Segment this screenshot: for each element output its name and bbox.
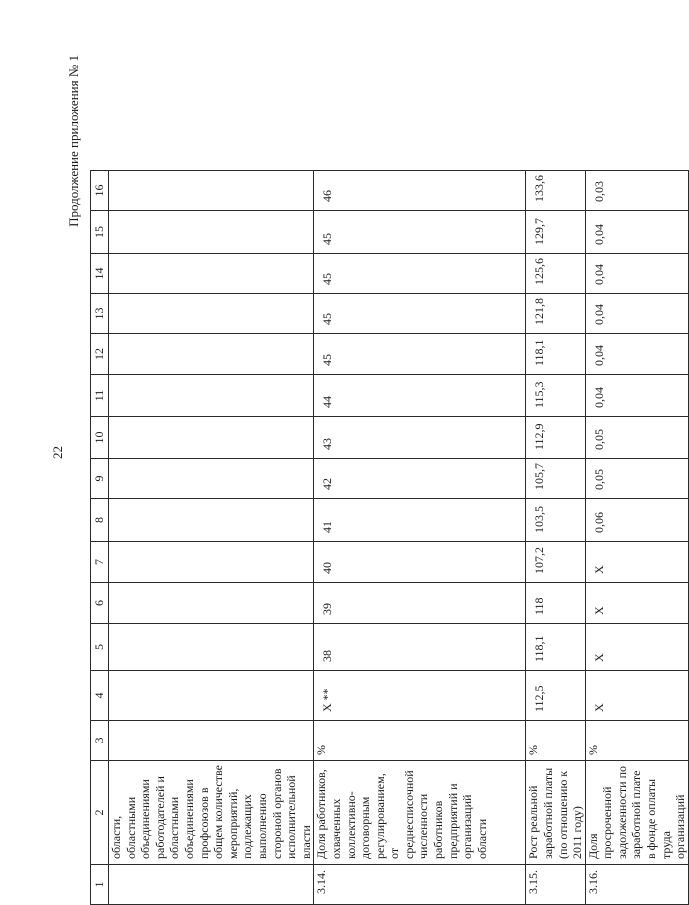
row-value [109,624,314,671]
row-value: 118,1 [526,334,585,375]
col-header: 16 [91,171,109,211]
page-number: 22 [50,446,65,459]
row-value: X [585,671,688,721]
row-value: 103,5 [526,499,585,542]
row-value: 115,3 [526,375,585,417]
row-id: 3.15. [526,865,585,905]
row-value: 121,8 [526,294,585,334]
row-value [109,417,314,459]
row-value: 0,04 [585,211,688,254]
col-header: 9 [91,459,109,499]
row-name: Доля просроченной задолженности по заработной плате в фонде оплаты труда организаций [585,761,688,865]
row-value: 112,5 [526,671,585,721]
row-value: 38 [314,624,526,671]
row-value: 118 [526,583,585,624]
row-value: 0,05 [585,417,688,459]
row-value: 45 [314,294,526,334]
row-name: Доля работников, охваченных коллективно-договорным регулированием, от среднесписочной численности работников предприятий и организаций области [314,761,526,865]
col-header: 6 [91,583,109,624]
col-header: 8 [91,499,109,542]
indicators-table [90,170,689,905]
row-value: 125,6 [526,254,585,294]
row-value [109,671,314,721]
row-value: 42 [314,459,526,499]
row-value: 112,9 [526,417,585,459]
row-value: 107,2 [526,542,585,583]
row-value: 41 [314,499,526,542]
col-header: 11 [91,375,109,417]
row-value: 0,04 [585,375,688,417]
row-value [109,334,314,375]
col-header: 14 [91,254,109,294]
col-header: 2 [91,761,109,865]
row-id [109,865,314,905]
row-value [109,294,314,334]
row-id: 3.16. [585,865,688,905]
row-value: 40 [314,542,526,583]
row-value [109,499,314,542]
row-value: 0,04 [585,334,688,375]
col-header: 5 [91,624,109,671]
row-value: 45 [314,254,526,294]
appendix-note: Продолжение приложения № 1 [66,55,81,227]
row-value [109,211,314,254]
row-value: 0,03 [585,171,688,211]
row-value: 45 [314,334,526,375]
table-row [109,171,314,905]
row-value: X [585,583,688,624]
row-unit [109,721,314,761]
row-value: 129,7 [526,211,585,254]
row-value [109,583,314,624]
row-value: 133,6 [526,171,585,211]
header-row [91,171,109,905]
row-value: 43 [314,417,526,459]
row-value: 0,04 [585,294,688,334]
row-value: 46 [314,171,526,211]
row-value: 0,04 [585,254,688,294]
row-value [109,542,314,583]
row-value: 39 [314,583,526,624]
col-header: 3 [91,721,109,761]
col-header: 15 [91,211,109,254]
row-value [109,171,314,211]
row-value: 0,05 [585,459,688,499]
row-value: 45 [314,211,526,254]
row-value: X ** [314,671,526,721]
table-row [585,171,688,905]
row-value: 118,1 [526,624,585,671]
row-unit: % [585,721,688,761]
row-name: Рост реальной заработной платы (по отношению к 2011 году) [526,761,585,865]
row-value: 44 [314,375,526,417]
col-header: 12 [91,334,109,375]
col-header: 13 [91,294,109,334]
col-header: 4 [91,671,109,721]
row-value [109,254,314,294]
row-unit: % [314,721,526,761]
row-id: 3.14. [314,865,526,905]
row-value [109,375,314,417]
col-header: 1 [91,865,109,905]
row-value: X [585,542,688,583]
col-header: 10 [91,417,109,459]
col-header: 7 [91,542,109,583]
table-row [314,171,526,905]
row-name: области, областными объединениями работодателей и областными объединениями профсоюзов в общем количестве мероприятий, подлежащих выполнению стороной органов исполнительной власти [109,761,314,865]
row-value: 0,06 [585,499,688,542]
row-value: 105,7 [526,459,585,499]
row-value [109,459,314,499]
row-value: X [585,624,688,671]
table-row [526,171,585,905]
row-unit: % [526,721,585,761]
